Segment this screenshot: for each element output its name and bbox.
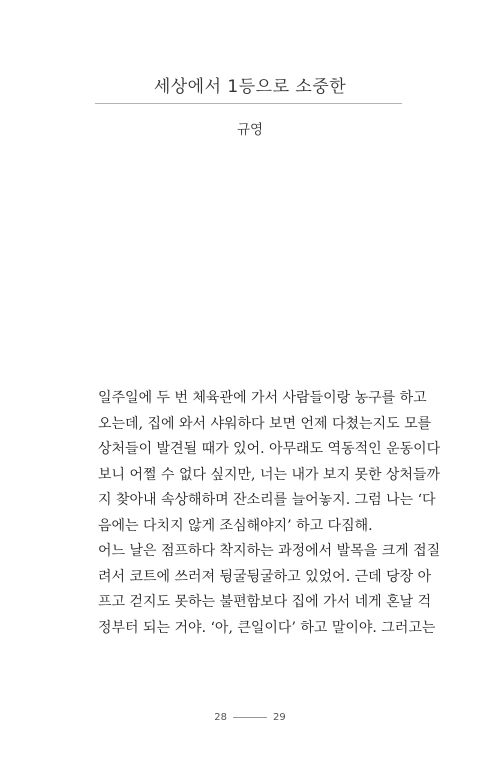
title-divider [95, 103, 402, 104]
page-folio [0, 712, 500, 723]
author-name: 규영 [236, 122, 264, 138]
chapter-title: 세상에서 1등으로 소중한 [153, 77, 347, 97]
body-line: 일주일에 두 번 체육관에 가서 사람들이랑 농구를 하고 [98, 390, 427, 406]
body-line: 음에는 다치지 않게 조심해야지’ 하고 다짐해. [98, 517, 373, 534]
page-number-right: 29 [273, 712, 286, 723]
body-line: 오는데, 집에 와서 샤워하다 보면 언제 다쳤는지도 모를 [98, 415, 432, 432]
body-line: 지 찾아내 속상해하며 잔소리를 늘어놓지. 그럼 나는 ‘다 [98, 492, 436, 508]
page-number-left: 28 [214, 712, 227, 723]
body-text [98, 386, 441, 641]
body-line: 보니 어쩔 수 없다 싶지만, 너는 내가 보지 못한 상처들까 [98, 466, 441, 483]
body-line: 정부터 되는 거야. ‘아, 큰일이다’ 하고 말이야. 그러고는 [98, 619, 436, 636]
body-line: 상처들이 발견될 때가 있어. 아무래도 역동적인 운동이다 [98, 441, 441, 457]
folio-dash [233, 717, 267, 718]
body-line: 려서 코트에 쓰러져 뒹굴뒹굴하고 있었어. 근데 당장 아 [98, 568, 432, 585]
body-line: 프고 걷지도 못하는 불편함보다 집에 가서 네게 혼날 걱 [98, 594, 432, 610]
body-line: 어느 날은 점프하다 착지하는 과정에서 발목을 크게 접질 [98, 543, 441, 559]
